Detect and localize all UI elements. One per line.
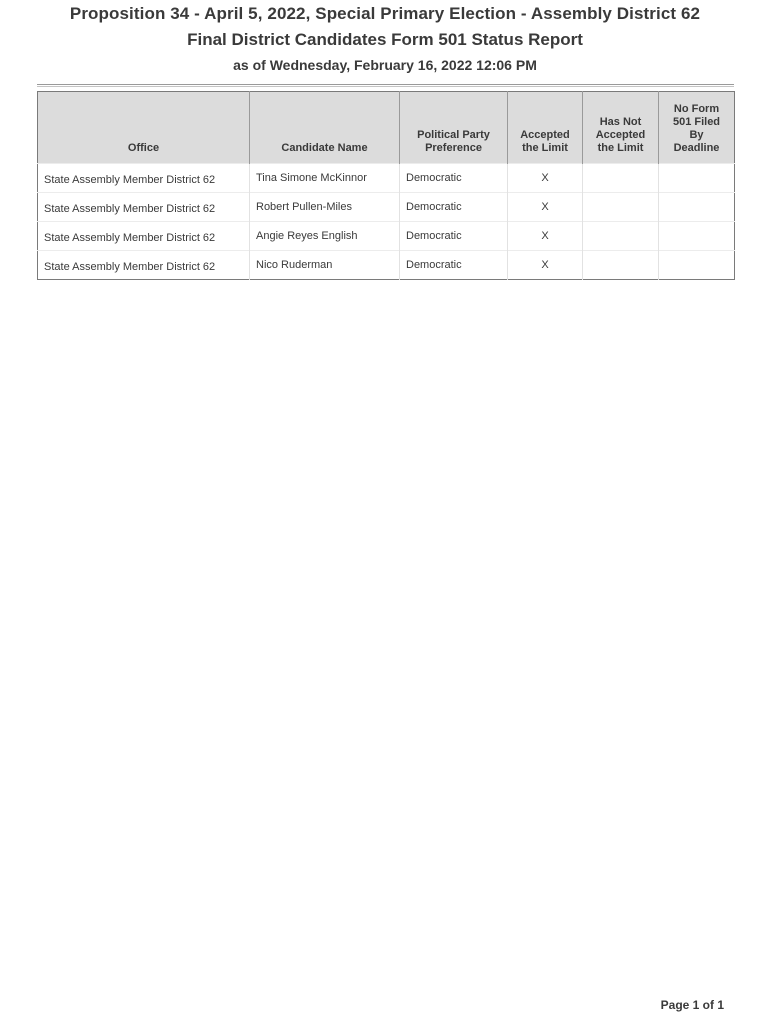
not-accepted-cell bbox=[583, 222, 659, 251]
table-row bbox=[38, 193, 735, 222]
party-cell: Democratic bbox=[400, 164, 508, 193]
office-cell: State Assembly Member District 62 bbox=[38, 222, 250, 251]
candidate-cell: Nico Ruderman bbox=[250, 251, 400, 280]
candidate-cell: Tina Simone McKinnor bbox=[250, 164, 400, 193]
not-accepted-cell bbox=[583, 193, 659, 222]
not-accepted-cell bbox=[583, 251, 659, 280]
accepted-cell: X bbox=[508, 251, 583, 280]
accepted-cell: X bbox=[508, 164, 583, 193]
accepted-cell: X bbox=[508, 193, 583, 222]
report-subtitle: Final District Candidates Form 501 Status Report bbox=[187, 30, 583, 49]
status-table bbox=[37, 91, 735, 280]
no-form-cell bbox=[659, 164, 735, 193]
not-accepted-cell bbox=[583, 164, 659, 193]
office-cell: State Assembly Member District 62 bbox=[38, 251, 250, 280]
report-title: Proposition 34 - April 5, 2022, Special Primary Election - Assembly District 62 bbox=[69, 4, 701, 23]
table-row bbox=[38, 251, 735, 280]
column-header-accepted: Accepted the Limit bbox=[508, 92, 583, 164]
column-header-party: Political Party Preference bbox=[400, 92, 508, 164]
no-form-cell bbox=[659, 222, 735, 251]
office-cell: State Assembly Member District 62 bbox=[38, 164, 250, 193]
no-form-cell bbox=[659, 251, 735, 280]
candidate-cell: Robert Pullen-Miles bbox=[250, 193, 400, 222]
column-header-no-form: No Form 501 Filed By Deadline bbox=[659, 92, 735, 164]
candidate-cell: Angie Reyes English bbox=[250, 222, 400, 251]
party-cell: Democratic bbox=[400, 222, 508, 251]
page-number: Page 1 of 1 bbox=[660, 998, 724, 1012]
column-header-candidate: Candidate Name bbox=[250, 92, 400, 164]
table-header-row bbox=[38, 92, 735, 164]
no-form-cell bbox=[659, 193, 735, 222]
report-timestamp: as of Wednesday, February 16, 2022 12:06 PM bbox=[233, 57, 537, 73]
table-row bbox=[38, 222, 735, 251]
accepted-cell: X bbox=[508, 222, 583, 251]
column-header-office: Office bbox=[38, 92, 250, 164]
table-row bbox=[38, 164, 735, 193]
party-cell: Democratic bbox=[400, 193, 508, 222]
office-cell: State Assembly Member District 62 bbox=[38, 193, 250, 222]
header-divider bbox=[37, 84, 734, 87]
column-header-not-accepted: Has Not Accepted the Limit bbox=[583, 92, 659, 164]
party-cell: Democratic bbox=[400, 251, 508, 280]
